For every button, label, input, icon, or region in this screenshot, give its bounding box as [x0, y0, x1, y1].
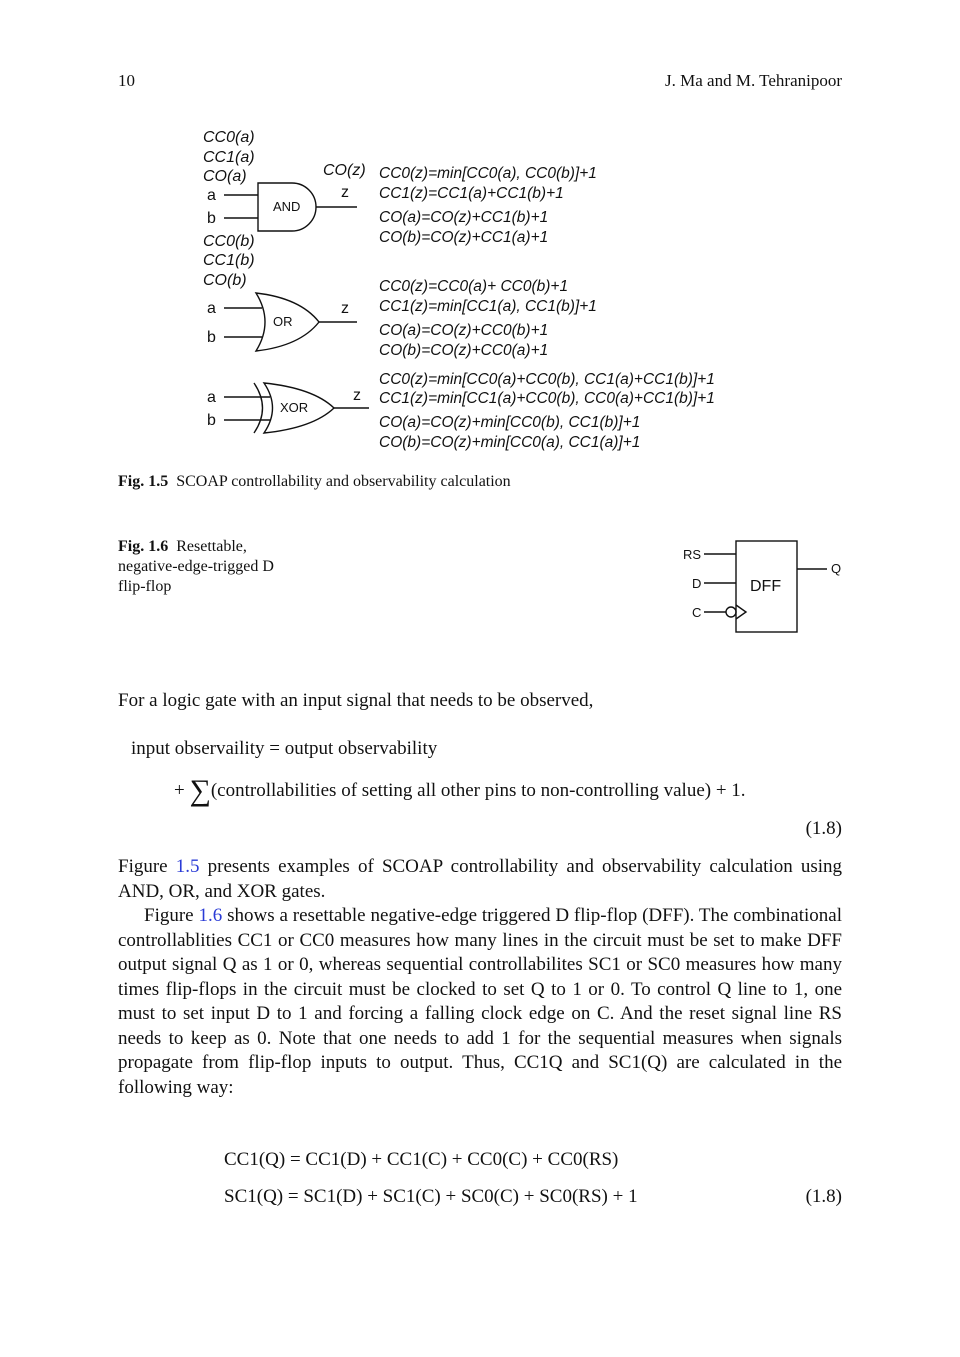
and-equation-2: CC1(z)=CC1(a)+CC1(b)+1	[379, 185, 564, 202]
figure-1-5-link[interactable]: 1.5	[175, 856, 200, 877]
or-pin-b: b	[207, 329, 216, 346]
xor-back-curve	[254, 383, 263, 433]
equation-observability-line2	[174, 774, 746, 807]
or-equation-4: CO(b)=CO(z)+CC0(a)+1	[379, 342, 549, 359]
xor-gate-label: XOR	[280, 400, 309, 415]
and-gate-label: AND	[273, 199, 301, 214]
para2-text: presents examples of SCOAP controllability and observability calculation using AND, OR, and XOR gates.	[118, 856, 843, 902]
xor-equation-3: CO(a)=CO(z)+min[CC0(b), CC1(b)]+1	[379, 414, 641, 431]
xor-pin-z: z	[353, 387, 361, 404]
equation-cc1q: CC1(Q) = CC1(D) + CC1(C) + CC0(C) + CC0(RS)	[224, 1149, 619, 1170]
or-equation-2: CC1(z)=min[CC1(a), CC1(b)]+1	[379, 298, 597, 315]
figure-1-6-link[interactable]: 1.6	[198, 905, 223, 926]
page-number: 10	[118, 71, 135, 90]
dff-clock-bubble	[726, 607, 736, 617]
and-measure-cc0b: CC0(b)	[203, 233, 255, 250]
figure-1-5-caption-text: SCOAP controllability and observability calculation	[176, 473, 511, 490]
and-pin-b: b	[207, 210, 216, 227]
or-gate-label: OR	[273, 314, 293, 329]
para2-figure-word: Figure	[118, 856, 168, 877]
dff-pin-c: C	[692, 605, 702, 620]
figure-1-6-caption	[118, 537, 318, 597]
and-equation-3: CO(a)=CO(z)+CC1(b)+1	[379, 209, 549, 226]
and-pin-a: a	[207, 187, 216, 204]
xor-equation-4: CO(b)=CO(z)+min[CC0(a), CC1(a)]+1	[379, 434, 641, 451]
figure-1-6-caption-line1: Resettable,	[176, 538, 247, 555]
equation-observability-line1: input observaility = output observability	[131, 738, 438, 759]
dff-pin-q: Q	[831, 561, 842, 576]
running-head: J. Ma and M. Tehranipoor	[665, 71, 842, 90]
dff-pin-d: D	[692, 576, 702, 591]
or-equation-1: CC0(z)=CC0(a)+ CC0(b)+1	[379, 278, 569, 295]
and-pin-z: z	[341, 184, 349, 201]
xor-equation-2: CC1(z)=min[CC1(a)+CC0(b), CC0(a)+CC1(b)]+1	[379, 390, 715, 407]
para3-figure-word: Figure	[144, 905, 194, 926]
and-measure-cob: CO(b)	[203, 272, 247, 289]
figure-1-6-label: Fig. 1.6	[118, 538, 169, 555]
and-measure-coz: CO(z)	[323, 162, 366, 179]
and-measure-cc1b: CC1(b)	[203, 252, 255, 269]
xor-pin-a: a	[207, 389, 216, 406]
figure-1-6-caption-line3: flip-flop	[118, 578, 172, 595]
figure-1-6-caption-line2: negative-edge-trigged D	[118, 558, 274, 575]
or-equation-3: CO(a)=CO(z)+CC0(b)+1	[379, 322, 549, 339]
eq-sum-text: (controllabilities of setting all other pins to non-controlling value) + 1.	[210, 780, 746, 801]
para3-text: shows a resettable negative-edge triggered D flip-flop (DFF). The combinational controllablities CC1 or CC0 measures how many lines in the circuit must be set to make DFF output signal Q as 1 or 0, whereas sequential controllabilites SC1 or SC0 measures how many times flip-flops in the circuit must be clocked to set Q to 1 or 0. To control Q line to 1, one must to set input D to 1 and forcing a falling clock edge on C. And the reset signal line RS needs to keep as 0. Note that one needs to add 1 for the sequential measures when signals propagate from flip-flop inputs to output. Thus, CC1Q and SC1(Q) are calculated in the following way:	[118, 905, 842, 1098]
eq-plus: +	[174, 780, 185, 801]
figure-1-5-label: Fig. 1.5	[118, 473, 169, 490]
equation-sc1q: SC1(Q) = SC1(D) + SC1(C) + SC0(C) + SC0(RS) + 1	[224, 1186, 638, 1207]
summation-symbol: ∑	[189, 774, 211, 807]
dff-label: DFF	[750, 578, 782, 595]
xor-pin-b: b	[207, 412, 216, 429]
equation-number-2: (1.8)	[805, 1186, 842, 1207]
and-measure-coa: CO(a)	[203, 168, 247, 185]
and-equation-1: CC0(z)=min[CC0(a), CC0(b)]+1	[379, 165, 597, 182]
or-pin-a: a	[207, 300, 216, 317]
equation-number-1: (1.8)	[805, 818, 842, 839]
figure-1-5-caption	[118, 472, 511, 492]
paragraph-intro: For a logic gate with an input signal that needs to be observed,	[118, 690, 594, 711]
and-measure-cc1a: CC1(a)	[203, 149, 255, 166]
dff-pin-rs: RS	[683, 547, 702, 562]
dff-clock-triangle	[736, 605, 746, 619]
and-measure-cc0a: CC0(a)	[203, 129, 255, 146]
or-pin-z: z	[341, 300, 349, 317]
and-equation-4: CO(b)=CO(z)+CC1(a)+1	[379, 229, 549, 246]
xor-equation-1: CC0(z)=min[CC0(a)+CC0(b), CC1(a)+CC1(b)]+1	[379, 371, 715, 388]
paragraph-figure-1-5	[118, 855, 842, 904]
paragraph-figure-1-6	[118, 904, 842, 1100]
